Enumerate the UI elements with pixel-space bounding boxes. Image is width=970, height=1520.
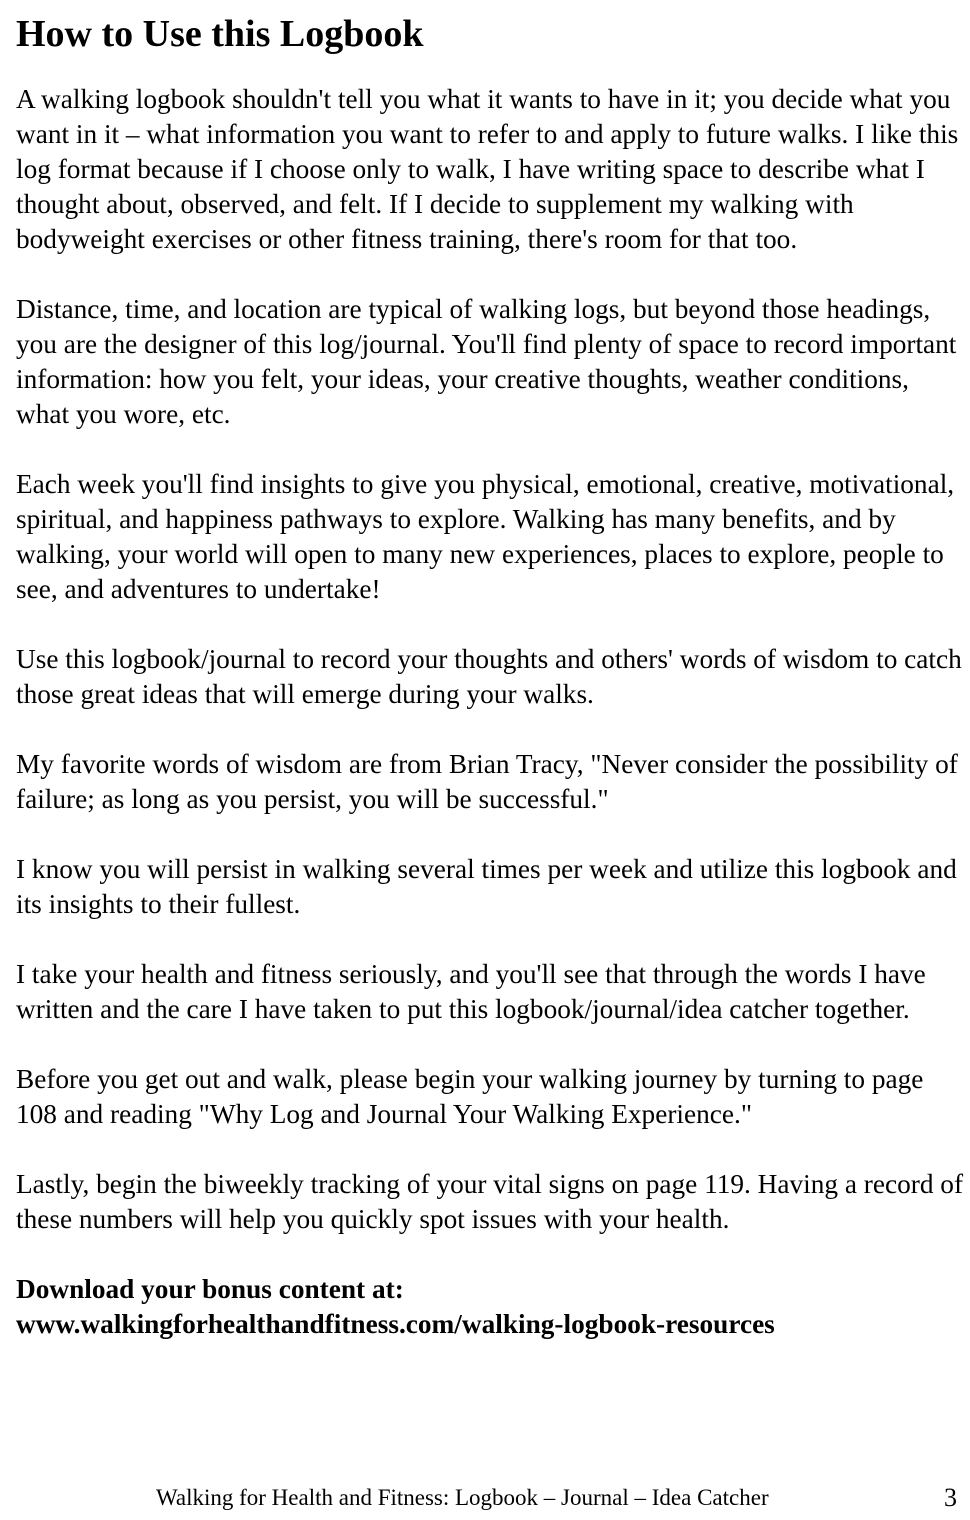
paragraph-record-thoughts: Use this logbook/journal to record your thoughts and others' words of wisdom to catch those great ideas that will emerge during your walks. [16,644,962,709]
paragraph-favorite-quote: My favorite words of wisdom are from Brian Tracy, "Never consider the possibility of failure; as long as you persist, you will be successful." [16,749,958,814]
body-text [16,82,964,1342]
paragraph-vital-signs: Lastly, begin the biweekly tracking of your vital signs on page 119. Having a record of these numbers will help you quickly spot issues with your health. [16,1169,964,1234]
bonus-content [16,1272,964,1342]
bonus-label: Download your bonus content at: [16,1274,404,1304]
paragraph-persist: I know you will persist in walking several times per week and utilize this logbook and its insights to their fullest. [16,854,957,919]
paragraph-weekly-insights: Each week you'll find insights to give you physical, emotional, creative, motivational, spiritual, and happiness pathways to explore. Walking has many benefits, and by walking, your world will open to many new experiences, places to explore, people to see, and adventures to undertake! [16,469,955,604]
footer-book-title: Walking for Health and Fitness: Logbook – Journal – Idea Catcher [156,1485,769,1510]
paragraph-logbook-purpose: A walking logbook shouldn't tell you what it wants to have in it; you decide what you want in it – what information you want to refer to and apply to future walks. I like this log format because if I choose only to walk, I have writing space to describe what I thought about, observed, and felt. If I decide to supplement my walking with bodyweight exercises or other fitness training, there's room for that too. [16,84,959,254]
paragraph-begin-journey: Before you get out and walk, please begin your walking journey by turning to page 108 and reading "Why Log and Journal Your Walking Experience." [16,1064,924,1129]
page-number: 3 [944,1483,957,1512]
page [16,0,964,1342]
paragraph-log-contents: Distance, time, and location are typical of walking logs, but beyond those headings, you are the designer of this log/journal. You'll find plenty of space to record important information: how you felt, your ideas, your creative thoughts, weather conditions, what you wore, etc. [16,294,957,429]
paragraph-health-seriously: I take your health and fitness seriously, and you'll see that through the words I have written and the care I have taken to put this logbook/journal/idea catcher together. [16,959,926,1024]
page-footer [0,1482,970,1514]
bonus-url-link[interactable]: www.walkingforhealthandfitness.com/walking-logbook-resources [16,1309,775,1339]
page-title: How to Use this Logbook [16,13,424,55]
